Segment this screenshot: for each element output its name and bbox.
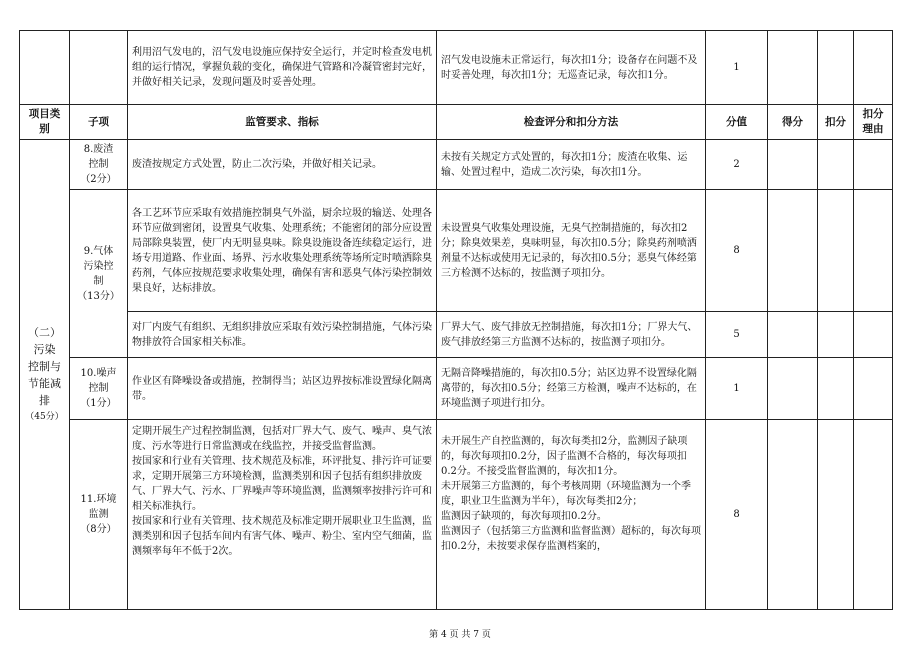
got-cell <box>768 358 818 420</box>
header-subitem: 子项 <box>70 105 128 140</box>
method-cell <box>437 420 706 610</box>
requirement-cell: 各工艺环节应采取有效措施控制臭气外溢，厨余垃圾的输送、处理各环节应做到密闭，设置臭气收集、处理系统；不能密闭的部分应设置局部除臭装置，使厂内无明显臭味。除臭设施设备连续稳定运行，进场专用道路、作业面、场界、污水收集处理系统等场所定时喷洒除臭药剂，气体应按规范要求收集处理，确保有害和恶臭气体污染控制效果良好，达标排放。 <box>128 190 437 312</box>
got-cell <box>768 312 818 358</box>
table-row-biogas <box>20 31 893 105</box>
subitem-line: 8.废渣 <box>83 144 114 155</box>
subitem-line: 10.噪声 <box>80 368 117 379</box>
category-cell-empty <box>20 31 70 105</box>
reason-cell <box>854 190 893 312</box>
method-cell: 沼气发电设施未正常运行，每次扣1分；设备存在问题不及时妥善处理，每次扣1分；无巡查记录，每次扣1分。 <box>437 31 706 105</box>
requirement-cell: 废渣按规定方式处置，防止二次污染，并做好相关记录。 <box>128 140 437 190</box>
deduct-cell <box>818 312 854 358</box>
table-row-monitoring <box>20 420 893 610</box>
deduct-cell <box>818 31 854 105</box>
header-score: 分值 <box>706 105 768 140</box>
got-cell <box>768 190 818 312</box>
subitem-line: 污染控 <box>83 260 114 272</box>
got-cell <box>768 420 818 610</box>
reason-cell <box>854 312 893 358</box>
reason-cell <box>854 140 893 190</box>
category-line: （二） <box>28 325 61 339</box>
requirement-cell: 对厂内废气有组织、无组织排放应采取有效污染控制措施，气体污染物排放符合国家相关标准。 <box>128 312 437 358</box>
subitem-cell <box>70 358 128 420</box>
reason-cell <box>854 358 893 420</box>
category-line: 污染 <box>33 342 56 356</box>
subitem-points: （8分） <box>80 524 117 535</box>
score-cell: 1 <box>706 31 768 105</box>
category-line: 控制与 <box>28 359 61 373</box>
subitem-cell <box>70 420 128 610</box>
score-cell: 8 <box>706 190 768 312</box>
method-cell: 未按有关规定方式处置的，每次扣1分；废渣在收集、运输、处置过程中，造成二次污染，每次扣1分。 <box>437 140 706 190</box>
requirement-paragraph: 定期开展生产过程控制监测，包括对厂界大气、废气、噪声、臭气浓度、污水等进行日常监测或在线监控，并接受监督监测。 <box>132 426 432 452</box>
header-method: 检查评分和扣分方法 <box>437 105 706 140</box>
score-cell: 2 <box>706 140 768 190</box>
subitem-line: 制 <box>93 275 104 287</box>
subitem-points: （1分） <box>80 398 117 409</box>
deduct-cell <box>818 140 854 190</box>
header-deduct: 扣分 <box>818 105 854 140</box>
method-cell: 未设置臭气收集处理设施，无臭气控制措施的，每次扣2分；除臭效果差，臭味明显，每次扣0.5分；除臭药剂喷洒剂量不达标或使用无记录的，每次扣0.5分；恶臭气体经第三方检测不达标的，按监测子项扣分。 <box>437 190 706 312</box>
got-cell <box>768 140 818 190</box>
deduct-cell <box>818 190 854 312</box>
table-row-noise <box>20 358 893 420</box>
method-paragraph: 监测因子缺项的，每次每项扣0.2分。 <box>441 511 607 522</box>
deduct-cell <box>818 358 854 420</box>
header-category: 项目类别 <box>20 105 70 140</box>
evaluation-table <box>19 30 893 610</box>
method-paragraph: 未开展第三方监测的，每个考核周期（环境监测为一个季度，职业卫生监测为半年），每次每类扣2分； <box>441 481 691 507</box>
deduct-cell <box>818 420 854 610</box>
subitem-cell <box>70 190 128 358</box>
category-points: （45分） <box>25 411 64 422</box>
method-paragraph: 未开展生产自控监测的，每次每类扣2分，监测因子缺项的，每次每项扣0.2分，因子监测不合格的，每次每项扣0.2分。不接受监督监测的，每次扣1分。 <box>441 436 688 477</box>
header-got: 得分 <box>768 105 818 140</box>
subitem-cell <box>70 140 128 190</box>
score-cell: 8 <box>706 420 768 610</box>
requirement-cell: 作业区有降噪设备或措施，控制得当；站区边界按标准设置绿化隔离带。 <box>128 358 437 420</box>
reason-cell <box>854 31 893 105</box>
method-cell: 厂界大气、废气排放无控制措施，每次扣1分；厂界大气、废气排放经第三方监测不达标的，按监测子项扣分。 <box>437 312 706 358</box>
method-cell: 无隔音降噪措施的，每次扣0.5分；站区边界不设置绿化隔离带的，每次扣0.5分；经第三方检测，噪声不达标的，在环境监测子项进行扣分。 <box>437 358 706 420</box>
reason-cell <box>854 420 893 610</box>
score-cell: 1 <box>706 358 768 420</box>
requirement-paragraph: 按国家和行业有关管理、技术规范及标准，环评批复、排污许可证要求，定期开展第三方环境检测，监测类别和因子包括有组织排放废气、厂界大气、污水、厂界噪声等环境监测，监测频率按排污许可和相关标准执行。 <box>132 456 432 512</box>
requirement-cell <box>128 420 437 610</box>
table-row-gas <box>20 190 893 312</box>
subitem-line: 控制 <box>88 159 109 170</box>
method-paragraph: 监测因子（包括第三方监测和监督监测）超标的，每次每项扣0.2分，未按要求保存监测档案的， <box>441 526 701 552</box>
subitem-line: 监测 <box>88 509 109 520</box>
category-line: 排 <box>39 393 50 407</box>
got-cell <box>768 31 818 105</box>
requirement-paragraph: 按国家和行业有关管理、技术规范及标准定期开展职业卫生监测，监测类别和因子包括车间内有害气体、噪声、粉尘、室内空气细菌，监测频率每年不低于2次。 <box>132 516 432 557</box>
subitem-points: （2分） <box>80 174 117 185</box>
subitem-points: （13分） <box>77 290 120 302</box>
subitem-cell-empty <box>70 31 128 105</box>
subitem-line: 11.环境 <box>80 494 117 505</box>
requirement-cell: 利用沼气发电的，沼气发电设施应保持安全运行，并定时检查发电机组的运行情况，掌握负载的变化，确保进气管路和冷凝管密封完好，并做好相关记录，发现问题及时妥善处理。 <box>128 31 437 105</box>
header-reason: 扣分理由 <box>854 105 893 140</box>
category-line: 节能减 <box>28 376 61 390</box>
header-row <box>20 105 893 140</box>
subitem-line: 控制 <box>88 383 109 394</box>
category-cell <box>20 140 70 610</box>
header-requirement: 监管要求、指标 <box>128 105 437 140</box>
score-cell: 5 <box>706 312 768 358</box>
table-row-waste <box>20 140 893 190</box>
table-row-gas-emission <box>20 312 893 358</box>
page-footer: 第 4 页 共 7 页 <box>429 630 491 640</box>
subitem-line: 9.气体 <box>83 245 114 257</box>
